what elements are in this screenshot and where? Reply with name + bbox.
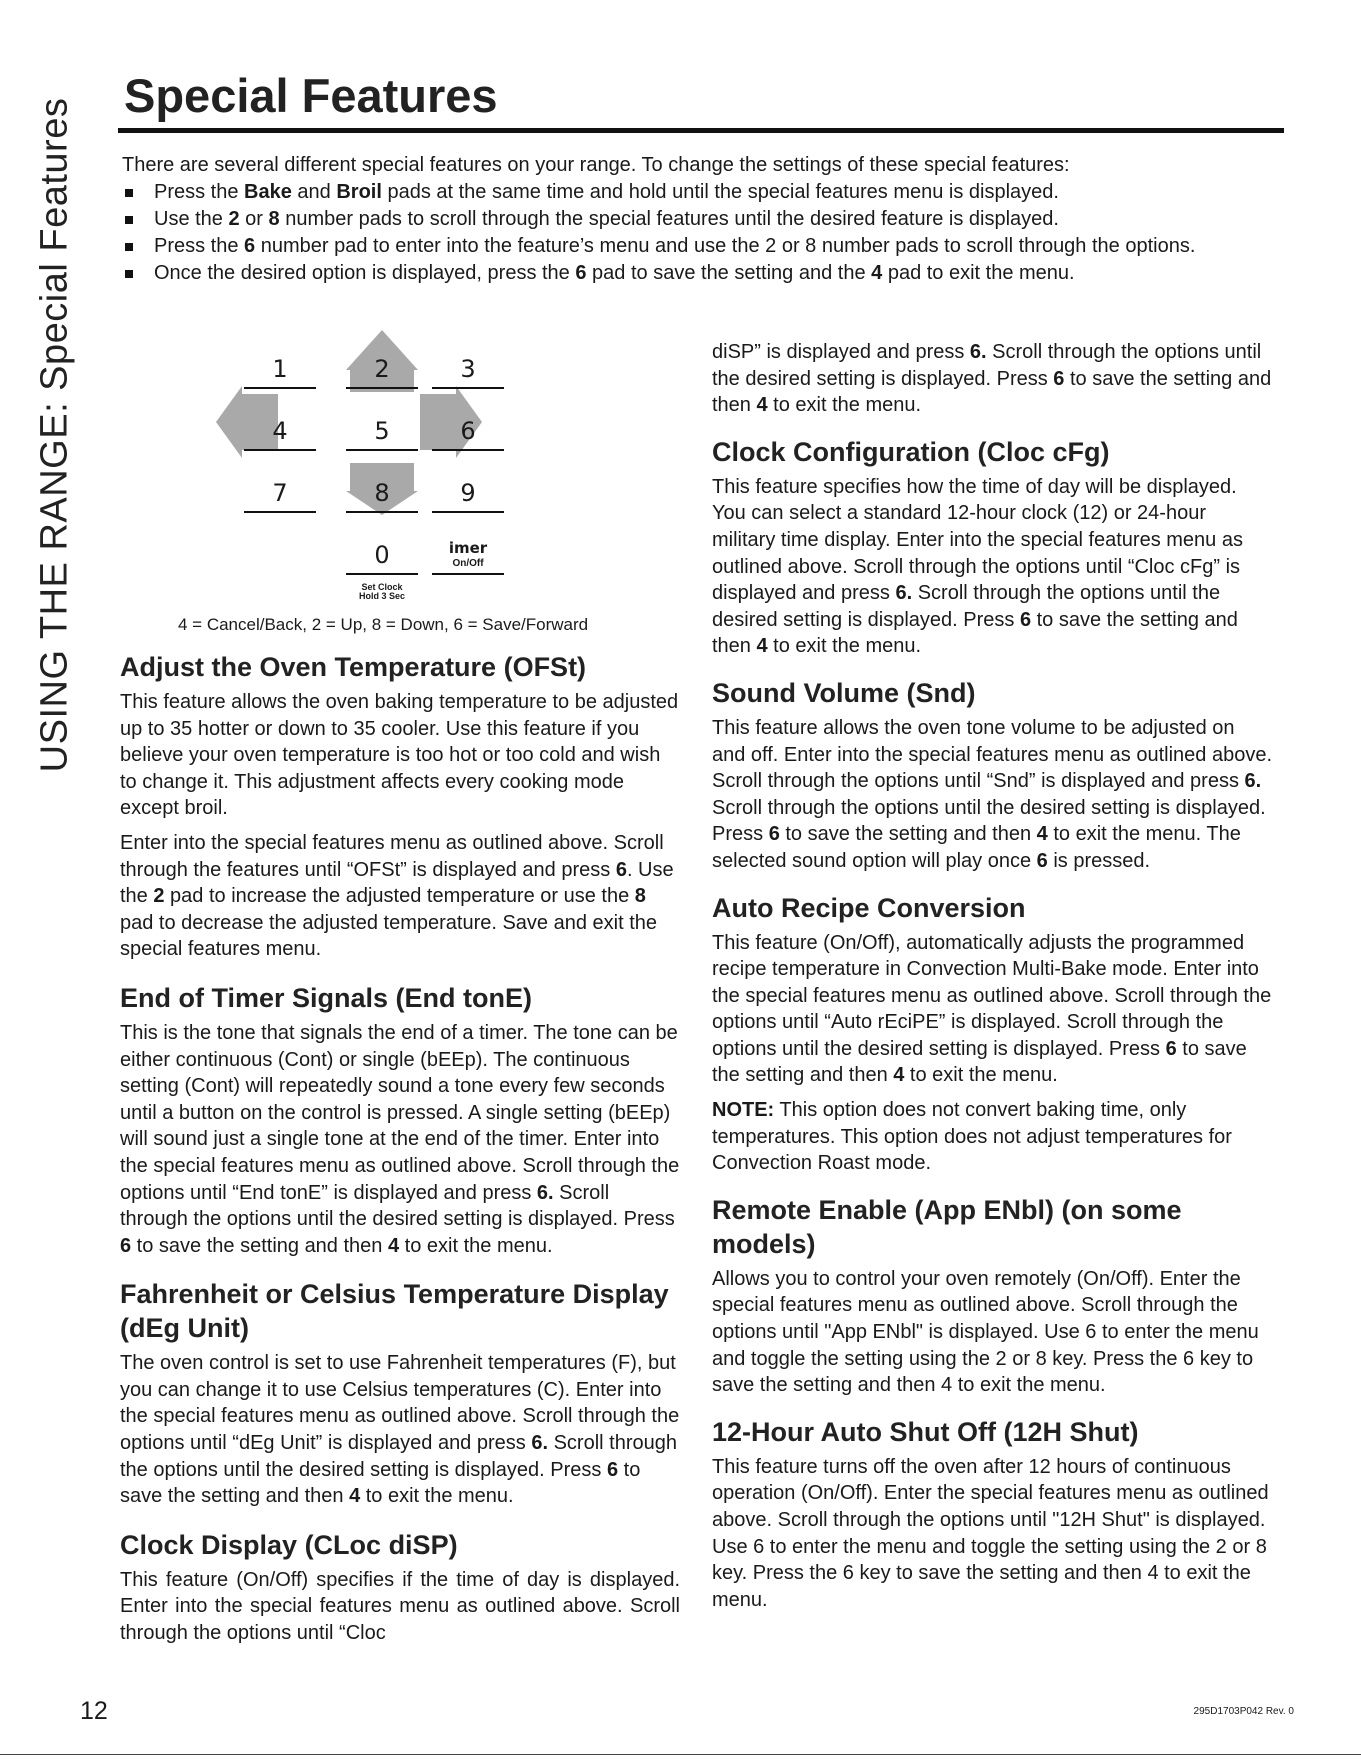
ofst-description: This feature allows the oven baking temperature to be adjusted up to 35 hotter or down to 35 cooler. Use this feature if you believe your oven temperature is too hot or too cold and wish to change it. This adjustment affects every cooking mode except broil.	[120, 691, 679, 820]
intro-step: Once the desired option is displayed, press the 6 pad to save the setting and the 4 pad to exit the menu.	[122, 260, 1282, 287]
end-tone-text: This is the tone that signals the end of a timer. The tone can be either continuous (Cont) or single (bEEp). The continuous setting (Cont) will repeatedly sound a tone every few seconds until a button on the control is pressed. A single setting (bEEp) will sound just a single tone at the end of the timer. Enter into the special features menu as outlined above. Scroll through the options until “End tonE” is displayed and press 6. Scroll through the options until the desired setting is displayed. Press 6 to save the setting and then 4 to exit the menu.	[120, 1021, 680, 1257]
section-heading-ofst: Adjust the Oven Temperature (OFSt)	[120, 652, 587, 682]
page-number: 12	[80, 1697, 108, 1725]
key-5: 5	[346, 397, 418, 451]
key-9: 9	[432, 459, 504, 513]
sound-volume-text: This feature allows the oven tone volume to be adjusted on and off. Enter into the special features menu as outlined above. Scroll through the options until “Snd” is displayed and press 6. Scroll through the options until the desired setting is displayed. Press 6 to save the setting and then 4 to exit the menu. The selected sound option will play once 6 is pressed.	[712, 716, 1272, 872]
clock-display-continued: diSP” is displayed and press 6. Scroll through the options until the desired setting is displayed. Press 6 to save the setting and then 4 to exit the menu.	[712, 341, 1272, 417]
section-heading-clock-config: Clock Configuration (Cloc cFg)	[712, 436, 1110, 467]
auto-recipe-note: NOTE: This option does not convert baking time, only temperatures. This option does not adjust temperatures for Convection Roast mode.	[712, 1099, 1232, 1175]
key-3: 3	[432, 335, 504, 389]
side-section-tab	[30, 40, 80, 830]
intro-section	[122, 152, 1282, 287]
key-8: 8	[346, 459, 418, 513]
auto-recipe-text: This feature (On/Off), automatically adjusts the programmed recipe temperature in Convection Multi-Bake mode. Enter into the special features menu as outlined above. Scroll through the options until “Auto rEciPE” is displayed. Scroll through the options until the desired setting is displayed. Press 6 to save the setting and then 4 to exit the menu.	[712, 931, 1272, 1087]
intro-step: Use the 2 or 8 number pads to scroll through the special features until the desired feature is displayed.	[122, 206, 1282, 233]
key-7: 7	[244, 459, 316, 513]
title-rule	[118, 128, 1284, 133]
deg-unit-text: The oven control is set to use Fahrenheit temperatures (F), but you can change it to use Celsius temperatures (C). Enter into the special features menu as outlined above. Scroll through the options until “dEg Unit” is displayed and press 6. Scroll through the options until the desired setting is displayed. Press 6 to save the setting and then 4 to exit the menu.	[120, 1352, 680, 1508]
timer-label: imer	[448, 539, 488, 557]
page-title: Special Features	[124, 69, 498, 122]
section-heading-clock-display: Clock Display (CLoc diSP)	[120, 1529, 458, 1560]
intro-step: Press the Bake and Broil pads at the same time and hold until the special features menu is displayed.	[122, 179, 1282, 206]
key-6: 6	[432, 397, 504, 451]
section-heading-remote-enable: Remote Enable (App ENbl) (on some models)	[712, 1194, 1182, 1259]
remote-enable-text: Allows you to control your oven remotely (On/Off). Enter the special features menu as outlined above. Scroll through the options until "App ENbl" is displayed. Use 6 to enter the menu and toggle the setting using the 2 or 8 key. Press the 6 key to save the setting and then 4 to exit the menu.	[712, 1267, 1259, 1397]
ofst-instructions: Enter into the special features menu as outlined above. Scroll through the features until “OFSt” is displayed and press 6. Use the 2 pad to increase the adjusted temperature or use the 8 pad to decrease the adjusted temperature. Save and exit the special features menu.	[120, 831, 674, 961]
timer-sub-label: On/Off	[452, 558, 484, 569]
intro-step: Press the 6 number pad to enter into the feature’s menu and use the 2 or 8 number pads to scroll through the options.	[122, 233, 1282, 260]
section-heading-auto-shut-off: 12-Hour Auto Shut Off (12H Shut)	[712, 1416, 1139, 1447]
side-section-label: USING THE RANGE: Special Features	[33, 97, 76, 773]
right-column	[712, 339, 1272, 1621]
key-1: 1	[244, 335, 316, 389]
intro-steps	[122, 179, 1282, 287]
key-timer	[432, 521, 504, 575]
key-2: 2	[346, 335, 418, 389]
clock-config-text: This feature specifies how the time of day will be displayed. You can select a standard 12-hour clock (12) or 24-hour military time display. Enter into the special features menu as outlined above. Scroll through the options until “Cloc cFg” is displayed and press 6. Scroll through the options until the desired setting is displayed. Press 6 to save the setting and then 4 to exit the menu.	[712, 475, 1243, 658]
left-column	[120, 650, 680, 1655]
hold-label: Hold 3 Sec	[358, 591, 405, 601]
keypad-legend: 4 = Cancel/Back, 2 = Up, 8 = Down, 6 = Save/Forward	[178, 615, 589, 634]
key-0: 0	[346, 521, 418, 575]
document-code: 295D1703P042 Rev. 0	[1193, 1706, 1294, 1717]
bottom-rule	[0, 1754, 1361, 1755]
section-heading-end-tone: End of Timer Signals (End tonE)	[120, 982, 533, 1013]
set-clock-label: Set Clock	[361, 582, 403, 592]
left-arrow-icon	[216, 386, 242, 458]
section-heading-deg-unit: Fahrenheit or Celsius Temperature Display (dEg Unit)	[120, 1279, 669, 1344]
section-heading-auto-recipe: Auto Recipe Conversion	[712, 892, 1026, 923]
intro-lead: There are several different special features on your range. To change the settings of these special features:	[122, 154, 1070, 176]
clock-display-text: This feature (On/Off) specifies if the time of day is displayed. Enter into the special features menu as outlined above. Scroll through the options until “Cloc	[120, 1568, 680, 1645]
section-heading-sound-volume: Sound Volume (Snd)	[712, 677, 976, 708]
keypad-diagram	[244, 335, 524, 601]
auto-shut-off-text: This feature turns off the oven after 12 hours of continuous operation (On/Off). Enter the special features menu as outlined above. Scroll through the options until "12H Shut" is displayed. Use 6 to enter the menu and toggle the setting using the 2 or 8 key. Press the 6 key to save the setting and then 4 to exit the menu.	[712, 1455, 1269, 1611]
key-4: 4	[244, 397, 316, 451]
